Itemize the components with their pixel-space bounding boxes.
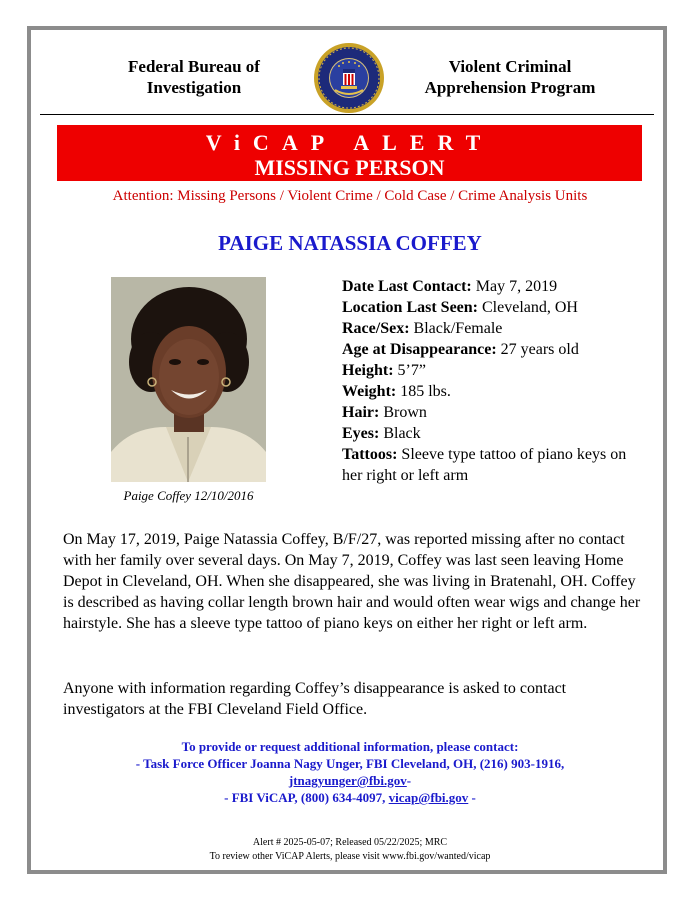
vicap-email-link[interactable]: vicap@fbi.gov [388,790,469,805]
header-right-line2: Apprehension Program [424,78,596,97]
detail-hair [342,402,642,423]
person-photo [111,277,266,482]
task-force-email-link[interactable]: jtnagyunger@fbi.gov [288,773,407,788]
detail-tattoos [342,444,642,486]
detail-location-last-seen [342,297,642,318]
header-right-line1: Violent Criminal [448,57,572,76]
photo-caption: Paige Coffey 12/10/2016 [123,488,254,503]
contact-heading: To provide or request additional information, please contact: [181,739,519,754]
detail-value: Cleveland, OH [482,299,578,316]
footer-website: To review other ViCAP Alerts, please visit www.fbi.gov/wanted/vicap [209,851,491,862]
footer [60,836,640,864]
alert-banner [57,125,642,181]
contact-vicap-line [60,789,640,806]
vicap-phone: - FBI ViCAP, (800) 634-4097, [224,790,389,805]
detail-label: Weight: [342,383,397,400]
detail-value: 5’7” [397,362,426,379]
email-suffix: - [406,773,412,788]
detail-label: Location Last Seen: [342,299,478,316]
fbi-seal-icon [313,42,385,114]
contact-task-force-officer: - Task Force Officer Joanna Nagy Unger, FBI Cleveland, OH, (216) 903-1916, [135,756,565,771]
detail-value: May 7, 2019 [475,278,558,295]
contact-block [60,738,640,806]
detail-age [342,339,642,360]
detail-label: Age at Disappearance: [342,341,497,358]
header-program-name [405,56,615,98]
detail-value: Brown [383,404,427,421]
detail-eyes [342,423,642,444]
header-agency-name [104,56,284,98]
detail-value: Black [383,425,421,442]
detail-value: Sleeve type tattoo of piano keys on her right or left arm [342,446,627,484]
detail-label: Date Last Contact: [342,278,472,295]
detail-height [342,360,642,381]
person-name: PAIGE NATASSIA COFFEY [218,231,482,255]
detail-value: 27 years old [500,341,579,358]
detail-label: Eyes: [342,425,380,442]
banner-subtitle: MISSING PERSON [254,155,445,180]
contact-request-paragraph: Anyone with information regarding Coffey’s disappearance is asked to contact investigators at the FBI Cleveland Field Office. [63,680,567,718]
contact-email-line [60,772,640,789]
detail-race-sex [342,318,642,339]
header-left-line2: Investigation [146,78,242,97]
detail-label: Race/Sex: [342,320,410,337]
banner-title: ViCAP ALERT [205,130,494,155]
detail-value: 185 lbs. [400,383,451,400]
alert-number: Alert # 2025-05-07; Released 05/22/2025; MRC [252,837,448,848]
detail-date-last-contact [342,276,642,297]
details-list [342,276,642,486]
header-divider [40,114,654,115]
vicap-suffix: - [468,790,476,805]
case-summary-paragraph: On May 17, 2019, Paige Natassia Coffey, B/F/27, was reported missing after no contact with her family over several days. On May 7, 2019, Coffey was last seen leaving Home Depot in Cleveland, OH. When she disappeared, she was living in Bratenahl, OH. Coffey is described as having collar length brown hair and would often wear wigs and change her hairstyle. She has a sleeve type tattoo of piano keys on either her right or left arm. [63,531,641,632]
detail-label: Tattoos: [342,446,398,463]
attention-line: Attention: Missing Persons / Violent Crime / Cold Case / Crime Analysis Units [112,188,588,204]
detail-weight [342,381,642,402]
detail-label: Height: [342,362,394,379]
detail-label: Hair: [342,404,380,421]
detail-value: Black/Female [413,320,503,337]
header-left-line1: Federal Bureau of [128,57,260,76]
